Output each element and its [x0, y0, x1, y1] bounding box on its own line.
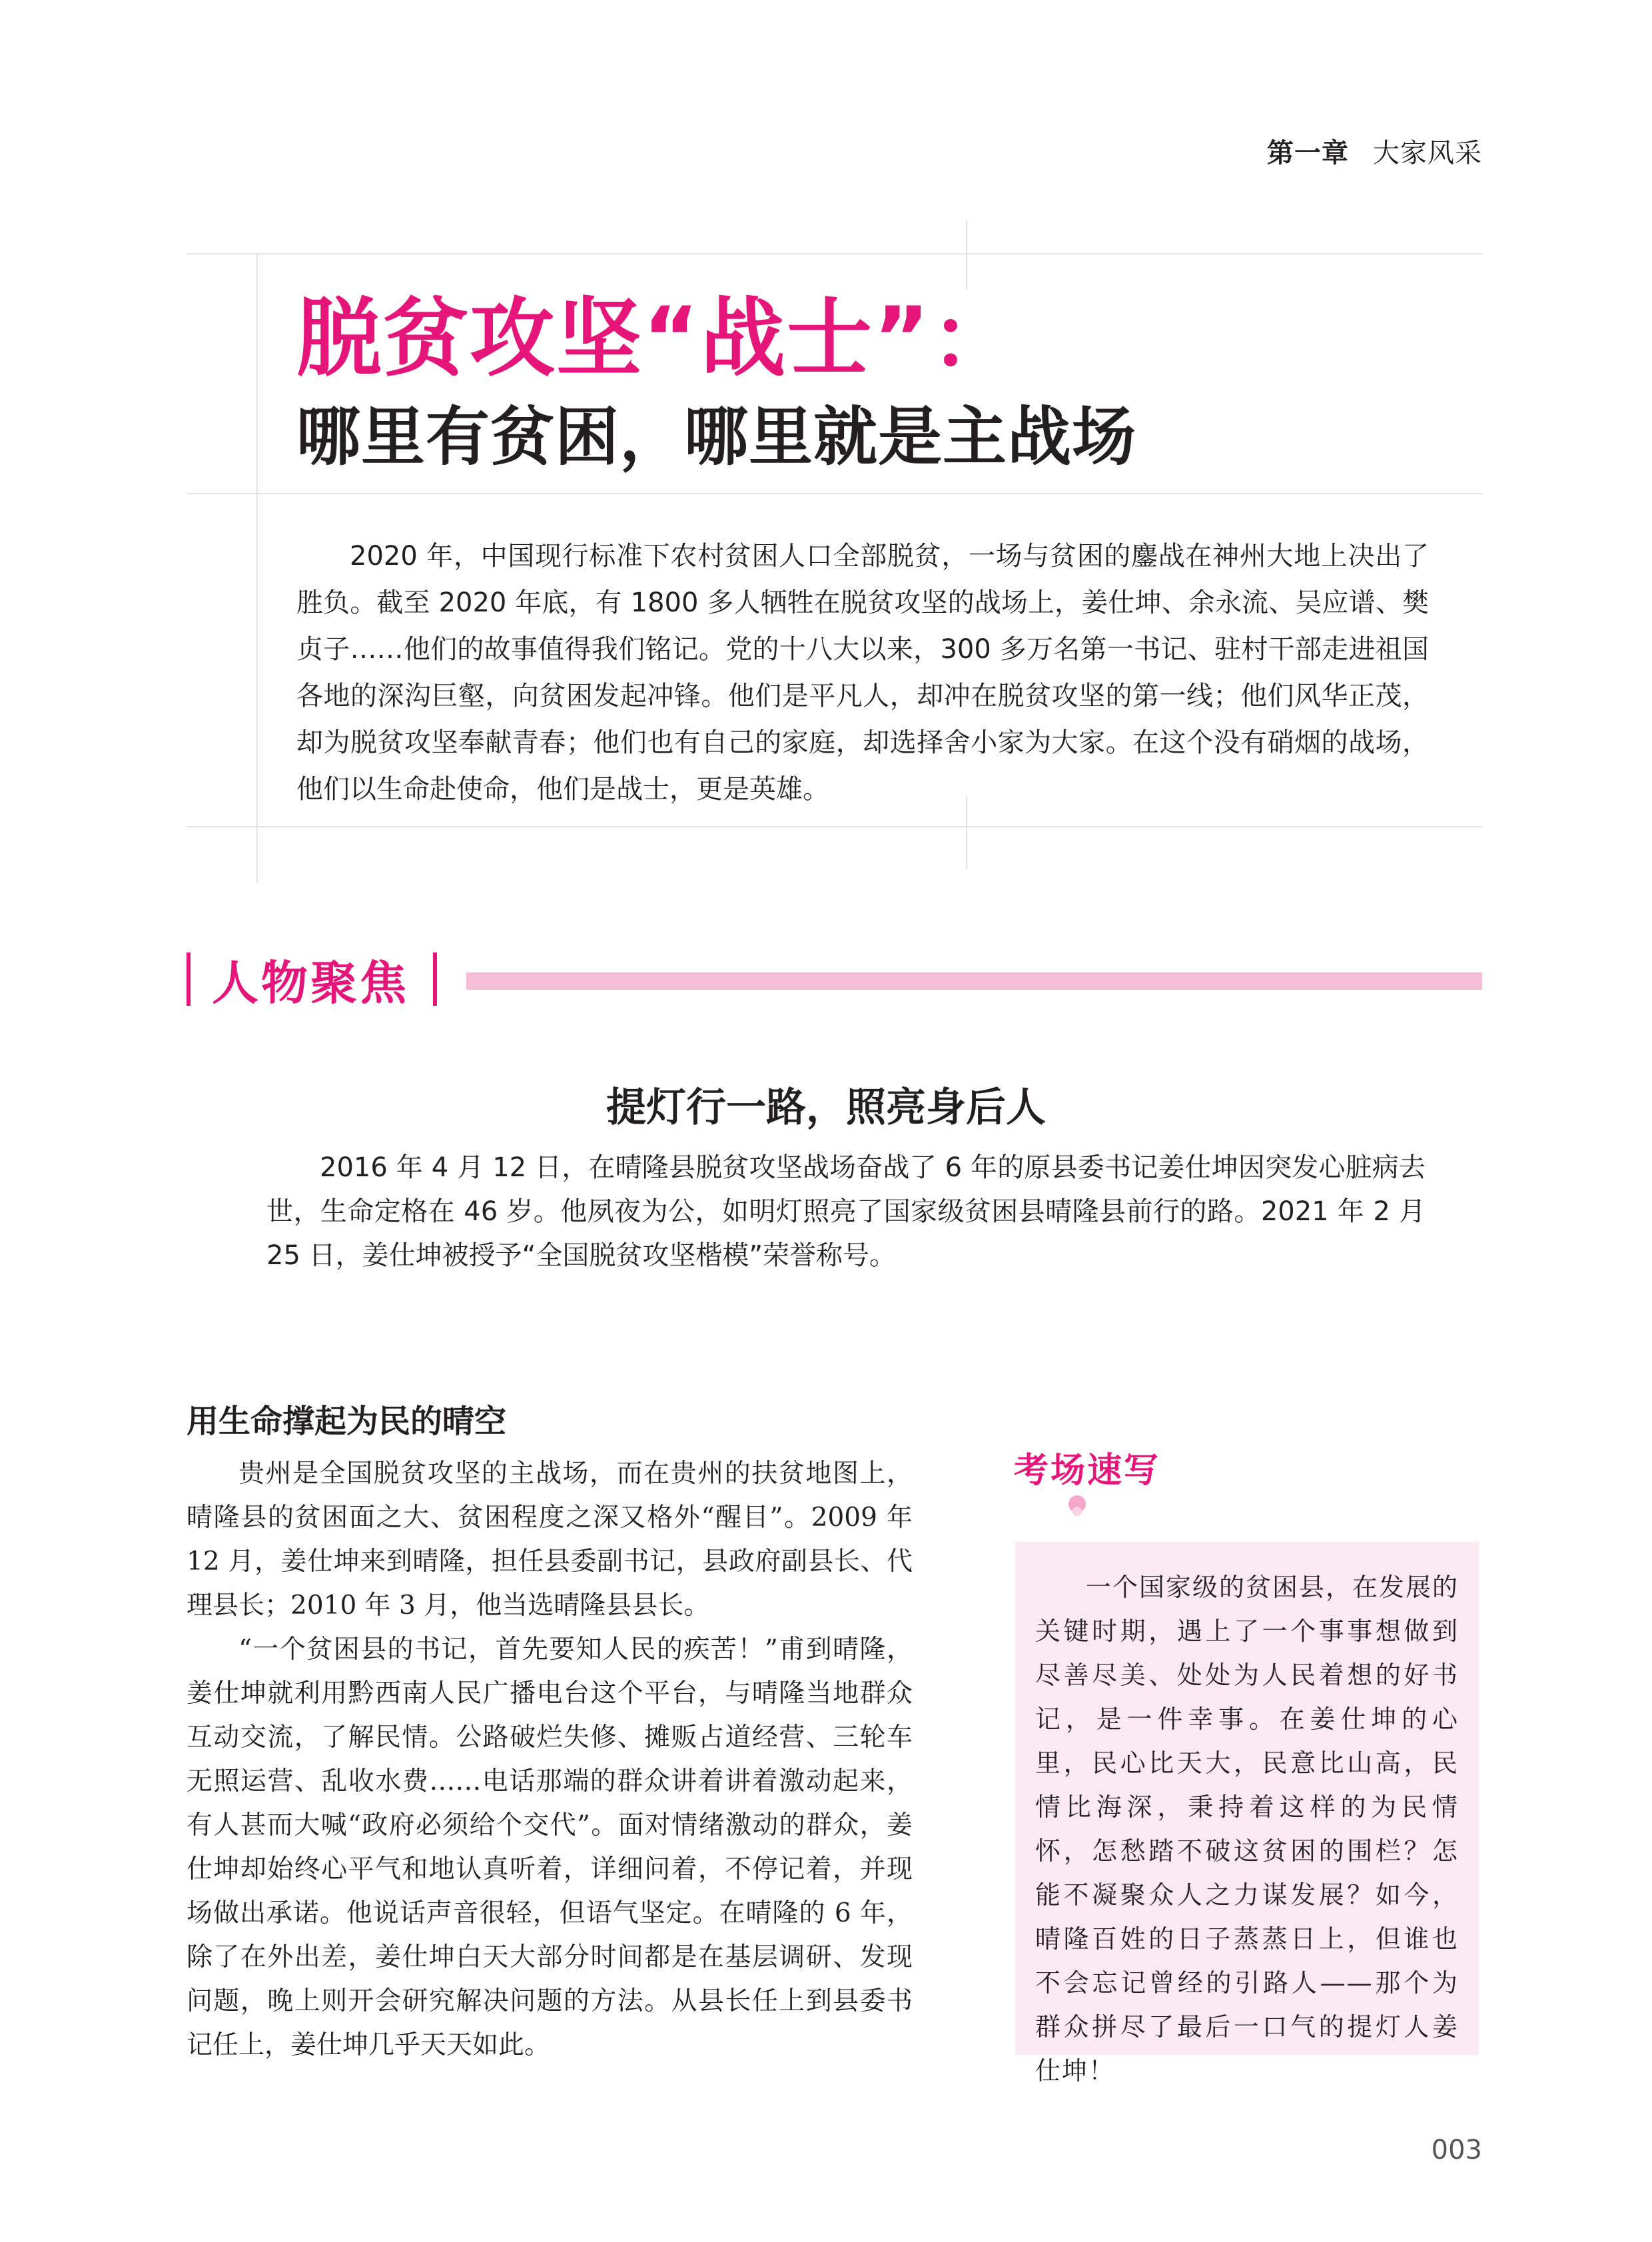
story-heading: 提灯行一路，照亮身后人 — [606, 1084, 1046, 1131]
section-bar-left — [187, 952, 191, 1006]
page-number: 003 — [1431, 2135, 1482, 2165]
article-paragraph: 贵州是全国脱贫攻坚的主战场，而在贵州的扶贫地图上，晴隆县的贫困面之大、贫困程度之深又格外“醒目”。2009 年 12 月，姜仕坤来到晴隆，担任县委副书记，县政府副县长、代理县长；2010 年 3 月，他当选晴隆县县长。 — [187, 1459, 913, 1621]
section-bar-right — [433, 952, 437, 1006]
section-label: 大家风采 — [1373, 138, 1482, 169]
article-body — [187, 1452, 913, 2067]
grid-line-left — [256, 253, 258, 883]
sidebar-text: 一个国家级的贫困县，在发展的关键时期，遇上了一个事事想做到尽善尽美、处处为人民着想的好书记，是一件幸事。在姜仕坤的心里，民心比天大，民意比山高，民情比海深，秉持着这样的为民情怀，怎愁踏不破这贫困的围栏？怎能不凝聚众人之力谋发展？如今，晴隆百姓的日子蒸蒸日上，但谁也不会忘记曾经的引路人——那个为群众拼尽了最后一口气的提灯人姜仕坤！ — [1035, 1573, 1459, 2085]
sidebar-box — [1015, 1542, 1479, 2085]
section-title: 人物聚焦 — [212, 955, 409, 1010]
chapter-label: 第一章 — [1267, 138, 1349, 169]
grid-line-top — [187, 253, 1482, 254]
page-subtitle: 哪里有贫困，哪里就是主战场 — [296, 400, 1136, 474]
article-paragraph: “一个贫困县的书记，首先要知人民的疾苦！”甫到晴隆，姜仕坤就利用黔西南人民广播电台这个平台，与晴隆当地群众互动交流，了解民情。公路破烂失修、摊贩占道经营、三轮车无照运营、乱收水费……电话那端的群众讲着讲着激动起来，有人甚而大喊“政府必须给个交代”。面对情绪激动的群众，姜仕坤却始终心平气和地认真听着，详细问着，不停记着，并现场做出承诺。他说话声音很轻，但语气坚定。在晴隆的 6 年，除了在外出差，姜仕坤白天大部分时间都是在基层调研、发现问题，晚上则开会研究解决问题的方法。从县长任上到县委书记任上，姜仕坤几乎天天如此。 — [187, 1635, 913, 2060]
intro-paragraph: 2020 年，中国现行标准下农村贫困人口全部脱贫，一场与贫困的鏖战在神州大地上决出了胜负。截至 2020 年底，有 1800 多人牺牲在脱贫攻坚的战场上，姜仕坤、余永流、吴应谱、樊贞子……他们的故事值得我们铭记。党的十八大以来，300 多万名第一书记、驻村干部走进祖国各地的深沟巨壑，向贫困发起冲锋。他们是平凡人，却冲在脱贫攻坚的第一线；他们风华正茂，却为脱贫攻坚奉献青春；他们也有自己的家庭，却选择舍小家为大家。在这个没有硝烟的战场，他们以生命赴使命，他们是战士，更是英雄。 — [296, 541, 1429, 805]
section-stripe — [466, 972, 1482, 990]
page-title: 脱贫攻坚“战士”： — [296, 289, 1018, 388]
sidebar-dot-small-icon — [1072, 1507, 1082, 1516]
story-summary: 2016 年 4 月 12 日，在晴隆县脱贫攻坚战场奋战了 6 年的原县委书记姜仕坤因突发心脏病去世，生命定格在 46 岁。他夙夜为公，如明灯照亮了国家级贫困县晴隆县前行的路。2021 年 2 月 25 日，姜仕坤被授予“全国脱贫攻坚楷模”荣誉称号。 — [266, 1152, 1426, 1271]
sidebar-title: 考场速写 — [1014, 1450, 1161, 1491]
running-header — [1267, 132, 1482, 170]
article-subheading: 用生命撑起为民的晴空 — [187, 1403, 507, 1440]
grid-line-middle — [187, 493, 1482, 494]
grid-line-bottom — [187, 826, 1482, 827]
